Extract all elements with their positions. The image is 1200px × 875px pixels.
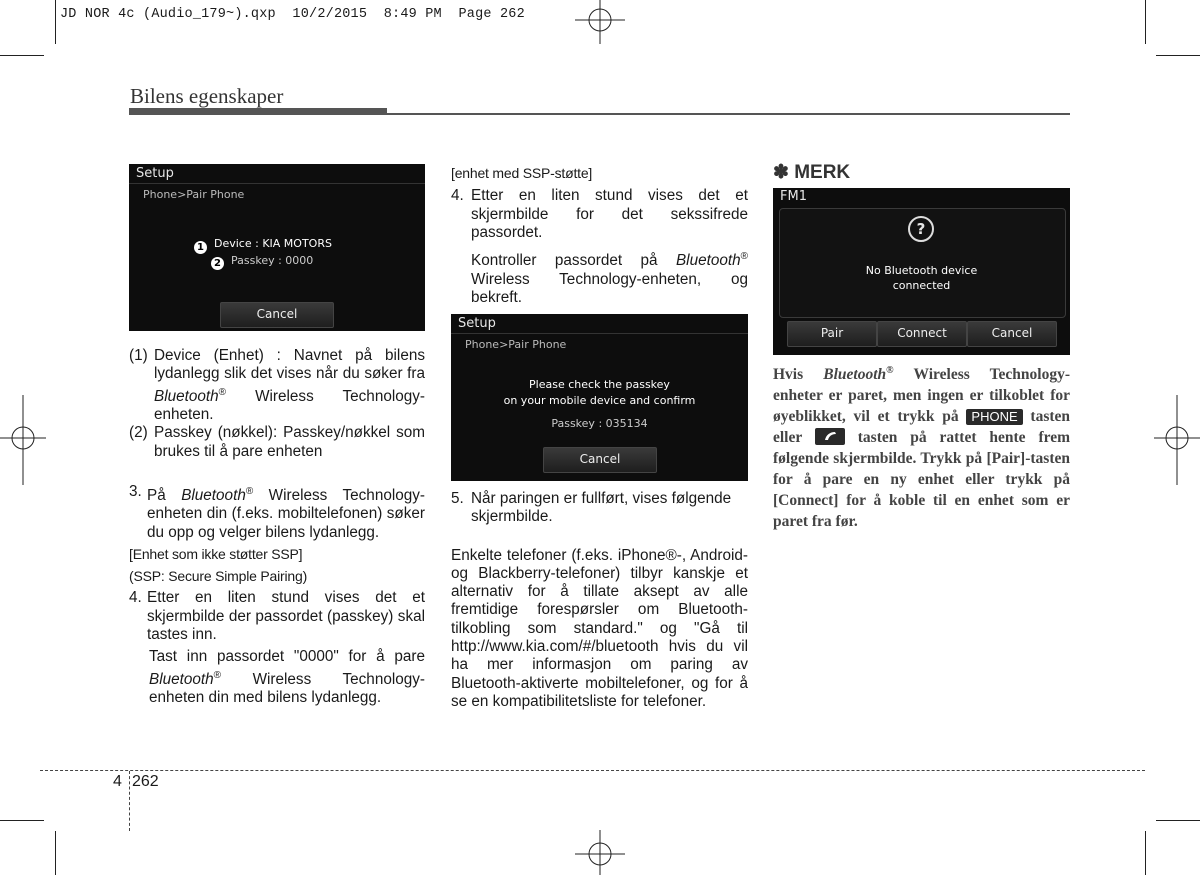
section-title: Bilens egenskaper xyxy=(130,84,284,108)
text: tasten på rattet hente frem følgende skjermbilde. Trykk på [Pair]-tasten for å pare en ny enhet eller trykk på [Connect] for å koble til en enhet som er paret fra før. xyxy=(773,429,1070,531)
connect-button[interactable]: Connect xyxy=(877,321,967,347)
registration-mark-right xyxy=(1154,395,1200,485)
cancel-button[interactable]: Cancel xyxy=(220,302,334,328)
column-1-text xyxy=(129,347,425,707)
print-slug: JD NOR 4c (Audio_179~).qxp 10/2/2015 8:49 PM Page 262 xyxy=(60,7,525,22)
italic-text: Bluetooth xyxy=(149,670,214,688)
registered-mark: ® xyxy=(740,251,748,263)
ssp-note: [enhet med SSP-støtte] xyxy=(451,165,593,181)
phone-key-badge: PHONE xyxy=(966,409,1022,425)
step-4-sub xyxy=(471,248,748,307)
phone-call-icon xyxy=(815,428,845,445)
list-number: (1) xyxy=(129,347,148,364)
step-text: Etter en liten stund vises det et skjermbilde der passordet (passkey) skal tastes inn. xyxy=(147,589,425,644)
merk-star-icon: ✽ xyxy=(773,162,789,183)
step-number: 4. xyxy=(451,187,464,205)
crop-mark xyxy=(1145,0,1146,44)
screen-divider xyxy=(451,333,748,334)
cancel-button[interactable]: Cancel xyxy=(543,447,657,473)
crop-mark xyxy=(55,0,56,44)
italic-text: Bluetooth xyxy=(154,387,219,405)
step-number: 3. xyxy=(129,482,142,500)
step-text: Når paringen er fullført, vises følgende skjermbilde. xyxy=(471,490,732,526)
screen-message-1: No Bluetooth device xyxy=(865,264,978,277)
text: Device (Enhet) : Navnet på bilens lydanlegg slik det vises når du søker fra xyxy=(154,347,425,383)
list-item xyxy=(129,347,425,424)
passkey-confirm-screen xyxy=(451,314,748,481)
text: På xyxy=(147,486,182,504)
registration-mark-top xyxy=(575,0,625,44)
registered-mark: ® xyxy=(213,669,222,681)
registration-mark-bottom xyxy=(575,830,625,875)
text: Tast inn passordet "0000" for å pare xyxy=(149,648,425,666)
step-number: 4. xyxy=(129,589,142,607)
screen-message-2: on your mobile device and confirm xyxy=(503,394,696,407)
registration-mark-left xyxy=(0,395,46,485)
screen-title: FM1 xyxy=(780,189,807,204)
marker-1: 1 xyxy=(194,241,207,254)
screen-passkey: Passkey : 035134 xyxy=(551,417,648,430)
merk-paragraph xyxy=(773,360,1070,532)
crop-mark xyxy=(55,831,56,875)
step-number: 5. xyxy=(451,490,464,507)
screen-title: Setup xyxy=(136,166,174,181)
merk-heading xyxy=(773,161,850,184)
pair-phone-screen xyxy=(129,164,425,331)
list-item-text xyxy=(154,347,425,424)
step-text xyxy=(147,483,425,542)
step-3 xyxy=(129,483,425,542)
text: tasten eller xyxy=(773,408,1071,447)
text: Wireless Technology-enheten. xyxy=(154,387,425,423)
compatibility-paragraph: Enkelte telefoner (f.eks. iPhone®-, Android- og Blackberry-telefoner) tilbyr kanskje et alternativ for å tillate aksept av alle fremtidige forespørsler om Bluetooth-tilkobling som standard." og "Gå til http://www.kia.com/#/bluetooth hvis du vil ha mer informasjon om paring av Bluetooth-aktiverte mobiltelefoner, og for å se en kompatibilitetsliste for telefoner. xyxy=(451,546,748,710)
text: Kontroller passordet på xyxy=(471,252,676,270)
screen-breadcrumb: Phone>Pair Phone xyxy=(143,188,245,201)
footer-rule xyxy=(40,770,1145,771)
step-5 xyxy=(451,490,748,527)
italic-text: Bluetooth xyxy=(675,252,741,270)
chapter-number: 4 xyxy=(113,773,122,790)
screen-device: Device : KIA MOTORS xyxy=(214,237,332,250)
text: Wireless Technology-enheten din (f.eks. mobiltelefonen) søker du opp og velger bilens lydanlegg. xyxy=(147,486,425,541)
step-4 xyxy=(129,589,425,644)
registered-mark: ® xyxy=(218,386,227,398)
ssp-note-2: (SSP: Secure Simple Pairing) xyxy=(129,568,308,585)
marker-2: 2 xyxy=(211,257,224,270)
ssp-note: [Enhet som ikke støtter SSP] xyxy=(129,545,303,562)
crop-mark xyxy=(1156,820,1200,821)
header-rule xyxy=(387,113,1070,115)
registered-mark: ® xyxy=(245,485,254,497)
footer-divider xyxy=(129,771,130,831)
screen-passkey: Passkey : 0000 xyxy=(231,254,314,267)
list-item-text: Passkey (nøkkel): Passkey/nøkkel som brukes til å pare enheten xyxy=(154,424,425,460)
crop-mark xyxy=(1145,831,1146,875)
pair-button[interactable]: Pair xyxy=(787,321,877,347)
no-device-screen xyxy=(773,188,1070,355)
question-icon: ? xyxy=(908,216,934,242)
screen-title: Setup xyxy=(458,316,496,331)
header-bar xyxy=(129,108,387,115)
italic-text: Bluetooth xyxy=(823,366,887,384)
registered-mark: ® xyxy=(886,365,894,376)
screen-divider xyxy=(129,183,425,184)
text: Hvis xyxy=(773,366,824,384)
column-2-text-top xyxy=(451,164,748,307)
merk-text xyxy=(773,360,1070,532)
crop-mark xyxy=(0,55,44,56)
crop-mark xyxy=(0,820,44,821)
text: Wireless Technology-enheter er paret, men ingen er tilkoblet for øyeblikket, vil et trykk på xyxy=(773,366,1070,426)
screen-message-2: connected xyxy=(892,279,951,292)
cancel-button[interactable]: Cancel xyxy=(967,321,1057,347)
step-4 xyxy=(451,187,748,242)
text: Wireless Technology-enheten din med bilens lydanlegg. xyxy=(149,670,425,707)
step-text: Etter en liten stund vises det et skjermbilde for det sekssifrede passordet. xyxy=(471,187,748,241)
italic-text: Bluetooth xyxy=(181,486,246,504)
step-4-sub xyxy=(149,648,425,707)
crop-mark xyxy=(1156,55,1200,56)
text: Wireless Technology-enheten, og bekreft. xyxy=(471,270,748,306)
list-number: (2) xyxy=(129,424,148,442)
page-number: 262 xyxy=(132,773,159,790)
screen-breadcrumb: Phone>Pair Phone xyxy=(465,338,567,351)
screen-message-1: Please check the passkey xyxy=(529,378,670,391)
merk-title: MERK xyxy=(794,162,851,183)
column-2-text-bottom xyxy=(451,490,748,711)
list-item xyxy=(129,424,425,461)
